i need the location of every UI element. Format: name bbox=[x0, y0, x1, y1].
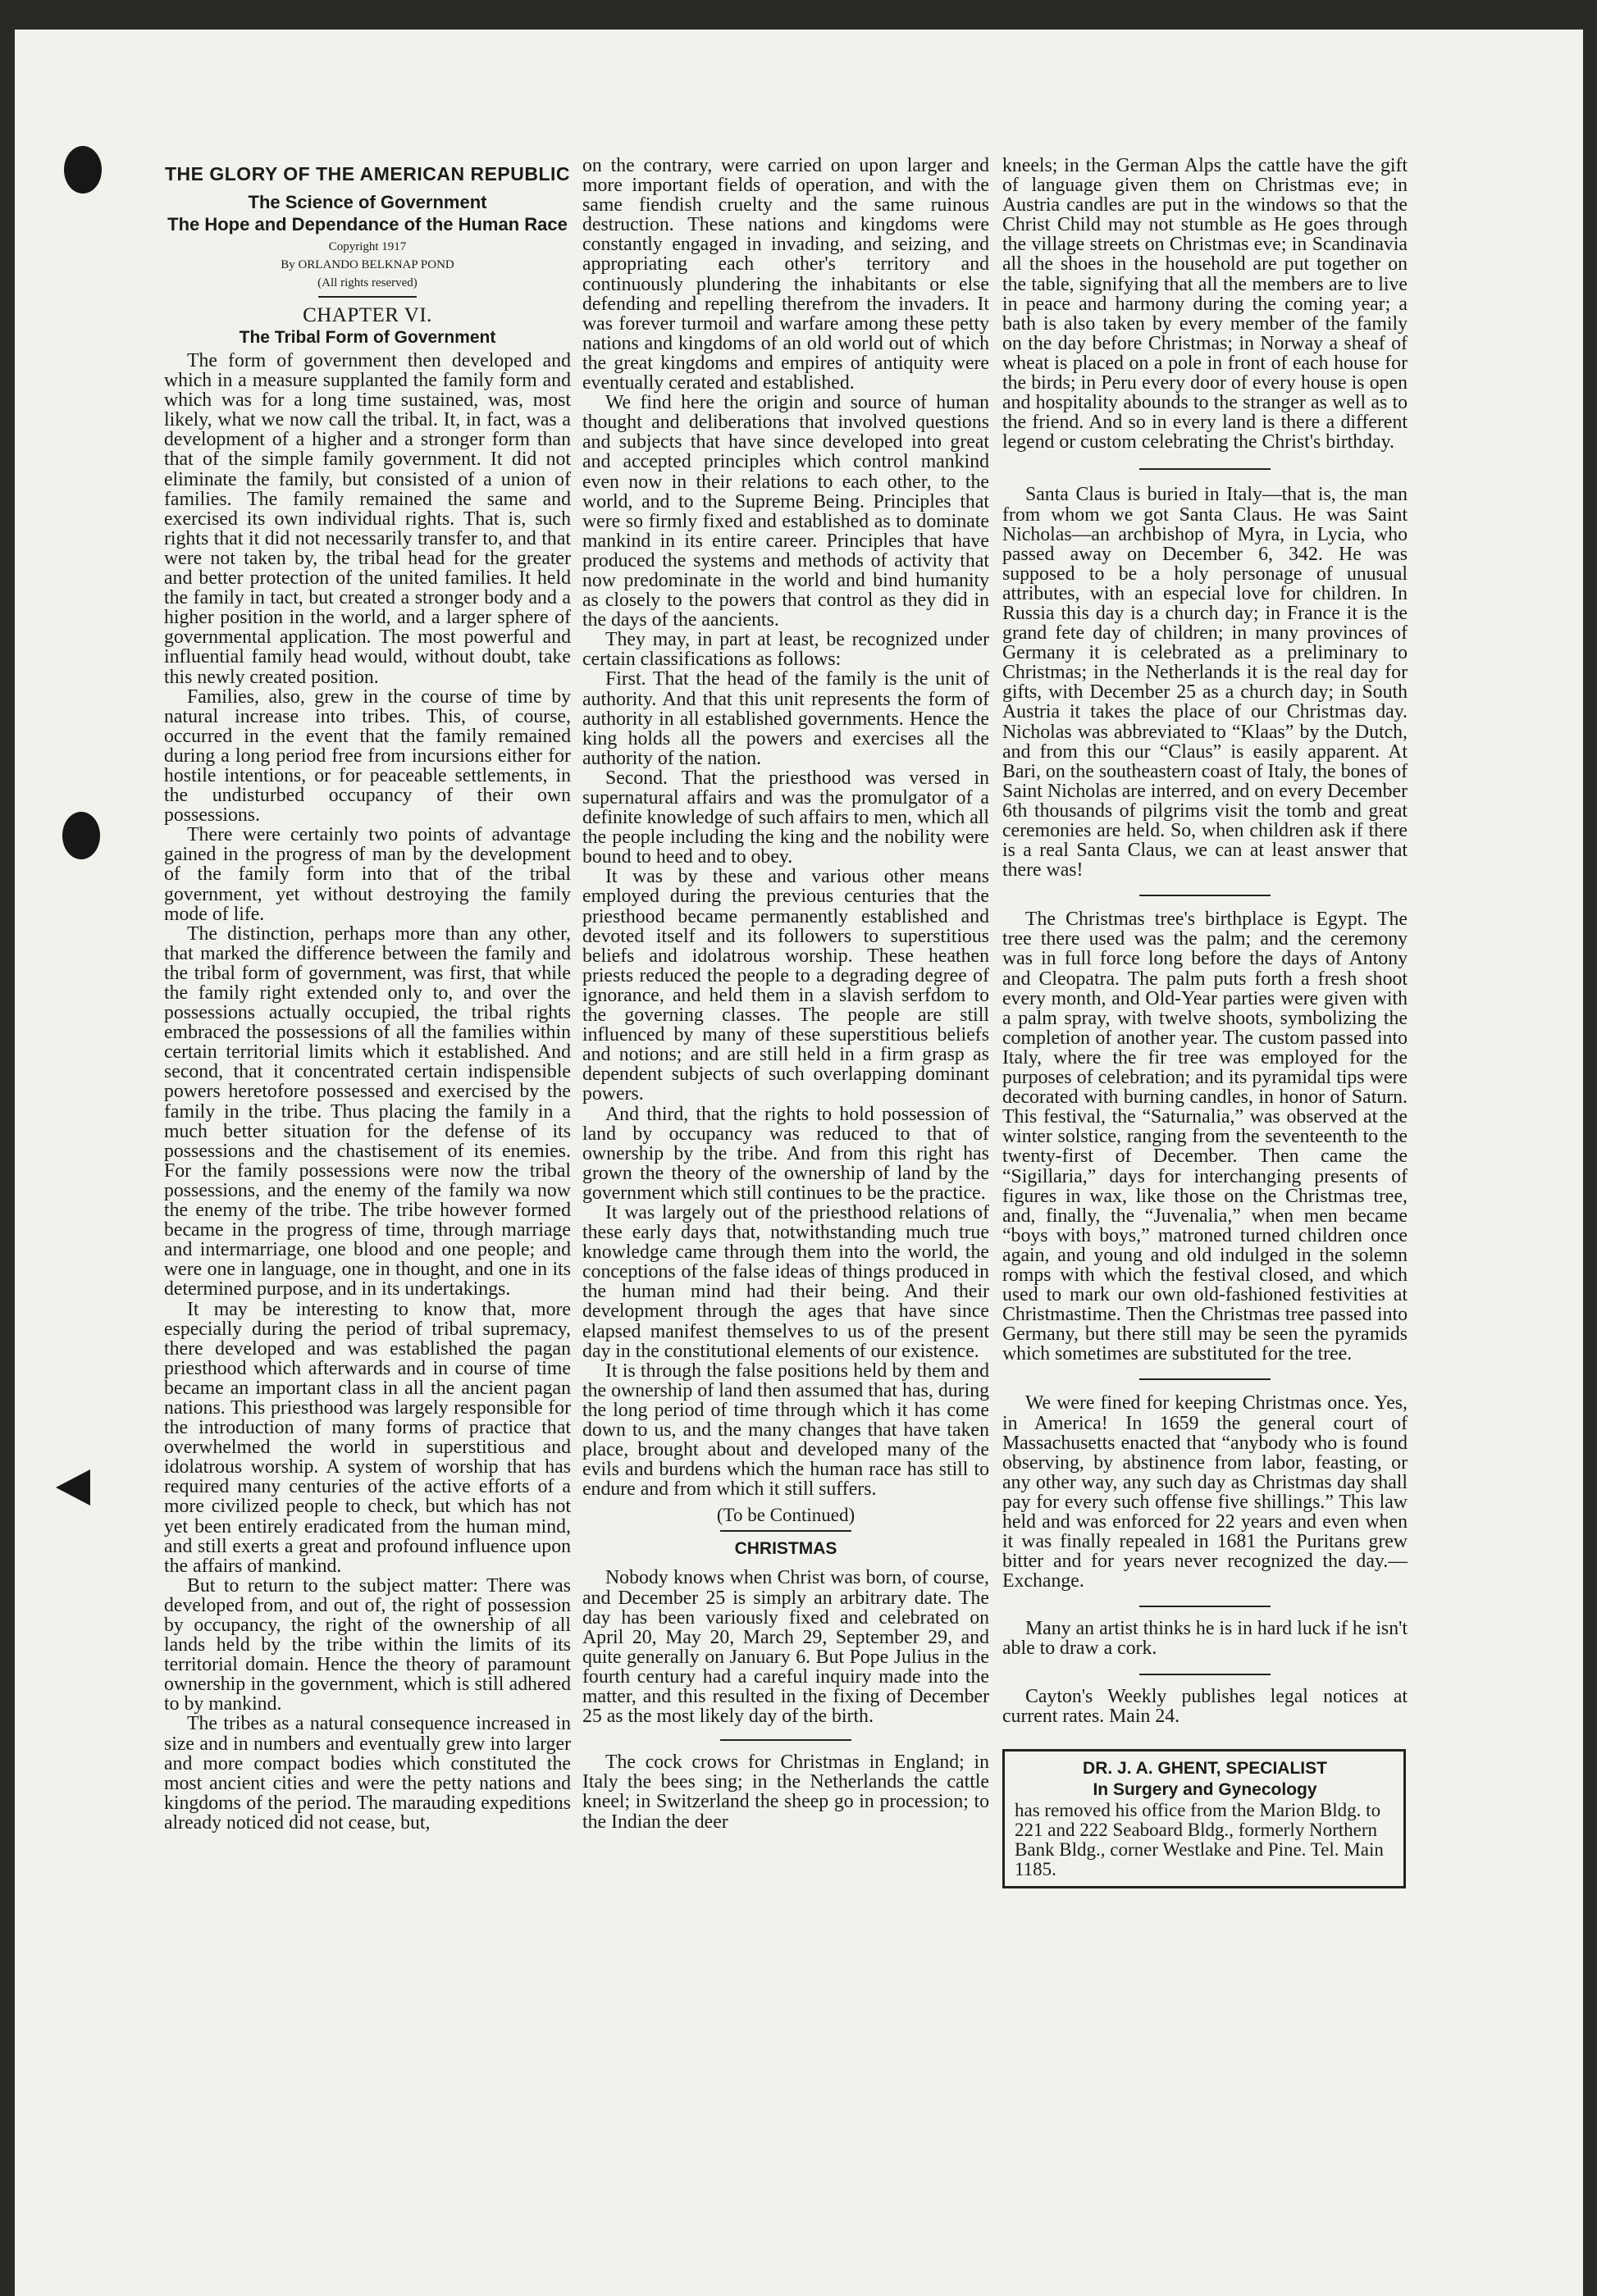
paragraph: Second. That the priesthood was versed in supernatural affairs and was the promulgator of a definite knowledge of such affairs to men, which all the people including the king and the nobility were bound to heed and to obey. bbox=[582, 767, 989, 868]
rights-line: (All rights reserved) bbox=[317, 276, 418, 289]
paragraph: Families, also, grew in the course of time by natural increase into tribes. This, of course, occurred in the event that the family remained during a long period free from incursions either for hostile intentions, or for peaceable settlements, in the undisturbed occupancy of their own possessions. bbox=[164, 686, 571, 827]
paragraph: The Christmas tree's birthplace is Egypt. The tree there used was the palm; and the ceremony was in full force long before the days of Antony and Cleopatra. The palm puts forth a fresh shoot every month, and Old-Year parties were given with a palm spray, with twelve shoots, symbolizing the completion of another year. The custom passed into Italy, where the fir tree was employed for the purposes of celebration; and its pyramidal tips were decorated with burning candles, in honor of Saturn. This festival, the “Saturnalia,” was observed at the winter solstice, ranging from the seventeenth to the twenty-first of December. Then came the “Sigillaria,” days for interchanging presents of figures in wax, like those on the Christmas tree, and, finally, the “Juvenalia,” when men became “boys with boys,” matroned turned children once again, and young and old indulged in the solemn romps with which the festival closed, and which used to mark our own old-fashioned festivities at Christmastime. Then the Christmas tree passed into Germany, but there still may be seen the pyramids which sometimes are substituted for the tree. bbox=[1002, 909, 1408, 1365]
paragraph: Nobody knows when Christ was born, of course, and December 25 is simply an arbitrary date. The day has been variously fixed and celebrated on April 20, May 20, March 29, September 29, and quite generally on January 6. But Pope Julius in the fourth century had a careful inquiry made into the matter, and this resulted in the fixing of December 25 as the most likely day of the birth. bbox=[582, 1567, 989, 1728]
chapter-heading: CHAPTER VI. bbox=[303, 304, 432, 326]
advertisement-box bbox=[1002, 1749, 1406, 1888]
article-subtitle: The Science of Government bbox=[248, 192, 487, 212]
paragraph: Many an artist thinks he is in hard luck if he isn't able to draw a cork. bbox=[1002, 1618, 1408, 1660]
article-title: THE GLORY OF THE AMERICAN REPUBLIC bbox=[164, 163, 571, 184]
paragraph: Cayton's Weekly publishes legal notices at current rates. Main 24. bbox=[1002, 1685, 1408, 1727]
paragraph: It was largely out of the priesthood relations of these early days that, notwithstanding much true knowledge came through them into the world, the conceptions of the false ideas of things produced in the human mind had their being. And their development through the ages that have since elapsed manifest themselves to us of the present day in the constitutional elements of our existence. bbox=[582, 1201, 989, 1362]
paragraph: The tribes as a natural consequence increased in size and in numbers and eventually grew into larger and more compact bodies which constituted the most ancient cities and were the petty nations and kingdoms of the period. The marauding expeditions already noticed did not cease, but, bbox=[164, 1713, 571, 1834]
paragraph: There were certainly two points of advantage gained in the progress of man by the development of the family form into that of the tribal government, yet without destroying the family mode of life. bbox=[164, 824, 571, 925]
paragraph: But to return to the subject matter: There was developed from, and out of, the right of possession by occupancy, the right of the ownership of all lands held by the tribe within the limits of its territorial domain. Hence the theory of paramount ownership in the government, which is still adhered to by mankind. bbox=[164, 1574, 571, 1715]
paragraph: The cock crows for Christmas in England; in Italy the bees sing; in the Netherlands the cattle kneel; in Switzerland the sheep go in procession; to the Indian the deer bbox=[582, 1752, 989, 1833]
paragraph: The distinction, perhaps more than any other, that marked the difference between the family and the tribal form of government, was first, that while the family right extended only to, and over the possessions actually occupied, the tribal rights embraced the possessions of all the families within certain territorial limits which it established. And second, that it concentrated certain indispensible powers heretofore possessed and exercised by the family in the tribe. Thus placing the family in a much better situation for the defense of its possessions and the chastisement of its enemies. For the family possessions were now the tribal possessions, and the enemy of the family wa now the enemy of the tribe. The tribe however formed became in the progress of time, through marriage and intermarriage, one blood and one people; and were one in language, one in thought, and one in its determined purpose, and in its undertakings. bbox=[164, 922, 571, 1301]
divider bbox=[1139, 895, 1271, 896]
paragraph: The form of government then developed and which in a measure supplanted the family form and which was for a long time sustained, was, most likely, what we now call the tribal. It, in fact, was a development of a higher and a stronger form than that of the simple family government. It did not eliminate the family, but consisted of a union of families. The family remained the same and exercised its own individual rights. That is, such rights that it did not necessarily transfer to, and that were not taken by, the tribal head for the greater and better protection of the united families. It held the family in tact, but created a stronger body and a higher position in the world, and a larger sphere of governmental application. The most powerful and influential family head would, without doubt, take this newly created position. bbox=[164, 350, 571, 688]
paragraph: It may be interesting to know that, more especially during the period of tribal supremacy, there developed and was established the pagan priesthood which afterwards and in course of time became an important class in all the ancient pagan nations. This priesthood was largely responsible for the introduction of many forms of practice that overwhelmed the world in superstitious and idolatrous worship. A system of worship that has required many centuries of the active efforts of a more civilized people to check, but which has not yet been entirely eradicated from the human mind, and still exerts a great and profound influence upon the affairs of mankind. bbox=[164, 1298, 571, 1577]
divider bbox=[1139, 1378, 1271, 1380]
ad-title: DR. J. A. GHENT, SPECIALIST bbox=[1083, 1758, 1327, 1778]
divider bbox=[1139, 468, 1271, 470]
punch-hole bbox=[56, 1469, 90, 1506]
paragraph: We find here the origin and source of human thought and deliberations that involved questions and subjects that have since developed into great and accepted principles which control mankind even now in their relations to each other, to the world, and to the Supreme Being. Principles that were so firmly fixed and established as to dominate mankind in its entire career. Principles that have produced the systems and methods of activity that now predominate in the world and bind humanity as closely to the powers that control as they did in the days of the aancients. bbox=[582, 392, 989, 631]
paragraph: First. That the head of the family is the unit of authority. And that this unit represents the form of authority in all established governments. Hence the king holds all the powers and exercises all the authority of the nation. bbox=[582, 668, 989, 769]
section-heading: The Tribal Form of Government bbox=[239, 328, 496, 347]
copyright-line: Copyright 1917 bbox=[328, 240, 407, 253]
paragraph: We were fined for keeping Christmas once. Yes, in America! In 1659 the general court of Massachusetts enacted that “anybody who is found observing, by abstinence from labor, feasting, or any other way, any such day as Christmas day shall pay for every such offense five shillings.” This law held and was enforced for 22 years and even when it was finally repealed in 1681 the Puritans grew bitter and for years never recognized the day.—Exchange. bbox=[1002, 1392, 1408, 1592]
divider bbox=[1139, 1606, 1271, 1607]
ad-subtitle: In Surgery and Gynecology bbox=[1093, 1779, 1317, 1799]
column-2 bbox=[582, 156, 989, 1832]
article-subtitle: The Hope and Dependance of the Human Race bbox=[167, 214, 568, 235]
paragraph: Santa Claus is buried in Italy—that is, the man from whom we got Santa Claus. He was Saint Nicholas—an archbishop of Myra, in Lycia, who passed away on December 6, 342. He was supposed to be a holy personage of unusual attributes, with an especial love for children. In Russia this day is a church day; in France it is the grand fete day of children; in many provinces of Germany it is celebrated as a preliminary to Christmas; in the Netherlands it is the real day for gifts, with December 25 as a church day; in South Austria it takes the place of our Christmas day. Nicholas was abbreviated to “Klaas” by the Dutch, and from this our “Claus” is easily apparent. At Bari, on the southeastern coast of Italy, the bones of Saint Nicholas are interred, and on every December 6th thousands of pilgrims visit the tomb and great ceremonies are held. So, when children ask if there is a real Santa Claus, we can at least answer that there was! bbox=[1002, 484, 1408, 882]
divider bbox=[720, 1530, 851, 1532]
continued-note: (To be Continued) bbox=[716, 1505, 856, 1526]
christmas-heading: CHRISTMAS bbox=[734, 1539, 837, 1559]
punch-hole bbox=[62, 812, 100, 859]
paragraph: on the contrary, were carried on upon larger and more important fields of operation, and with the same fiendish cruelty and the same ruinous destruction. These nations and kingdoms were constantly engaged in invading, and seizing, and appropriating each other's territory and continuously plundering the inhabitants or else defending and repelling therefrom the invaders. It was forever turmoil and warfare among these petty nations and kingdoms of an old world out of which the great kingdoms and empires of antiquity were eventually cerated and established. bbox=[582, 155, 989, 394]
paragraph: It was by these and various other means employed during the previous centuries that the priesthood became permanently established and devoted itself and its followers to superstitious beliefs and idolatrous worship. These heathen priests reduced the people to a degrading degree of ignorance, and held them in a slavish serfdom to the governing classes. The people are still influenced by many of these superstitious beliefs and notions; and are still held in a firm grasp as dependent subjects of such overlapping dominant powers. bbox=[582, 866, 989, 1105]
column-1 bbox=[164, 156, 571, 1833]
divider bbox=[1139, 1674, 1271, 1675]
column-3 bbox=[1002, 156, 1408, 1888]
divider bbox=[318, 296, 417, 298]
divider bbox=[720, 1739, 851, 1741]
paragraph: And third, that the rights to hold possession of land by occupancy was reduced to that of ownership by the tribe. And from this right has grown the theory of the ownership of land by the government which still continues to be the practice. bbox=[582, 1103, 989, 1204]
ad-body: has removed his office from the Marion Bldg. to 221 and 222 Seaboard Bldg., formerly Northern Bank Bldg., corner Westlake and Pine. Tel. Main 1185. bbox=[1015, 1799, 1384, 1879]
paragraph: They may, in part at least, be recognized under certain classifications as follows: bbox=[582, 629, 989, 671]
paragraph: kneels; in the German Alps the cattle have the gift of language given them on Christmas eve; in Austria candles are put in the windows so that the Christ Child may not stumble as He goes through the village streets on Christmas eve; in Scandinavia all the shoes in the household are put together on the table, signifying that all the members are to live in peace and harmony during the coming year; a bath is also taken by every member of the family on the day before Christmas; in Norway a sheaf of wheat is placed on a pole in front of each house for the birds; in Peru every door of every house is open and hospitality abounds to the stranger as well as to the friend. And so in every land is there a different legend or custom celebrating the Christ's birthday. bbox=[1002, 155, 1408, 453]
paragraph: It is through the false positions held by them and the ownership of land then assumed that has, during the long period of time through which it has come down to us, and the many changes that have taken place, brought about and developed many of the evils and burdens which the human race has still to endure and from which it still suffers. bbox=[582, 1360, 989, 1501]
byline: By ORLANDO BELKNAP POND bbox=[281, 258, 454, 271]
punch-hole bbox=[64, 146, 102, 194]
